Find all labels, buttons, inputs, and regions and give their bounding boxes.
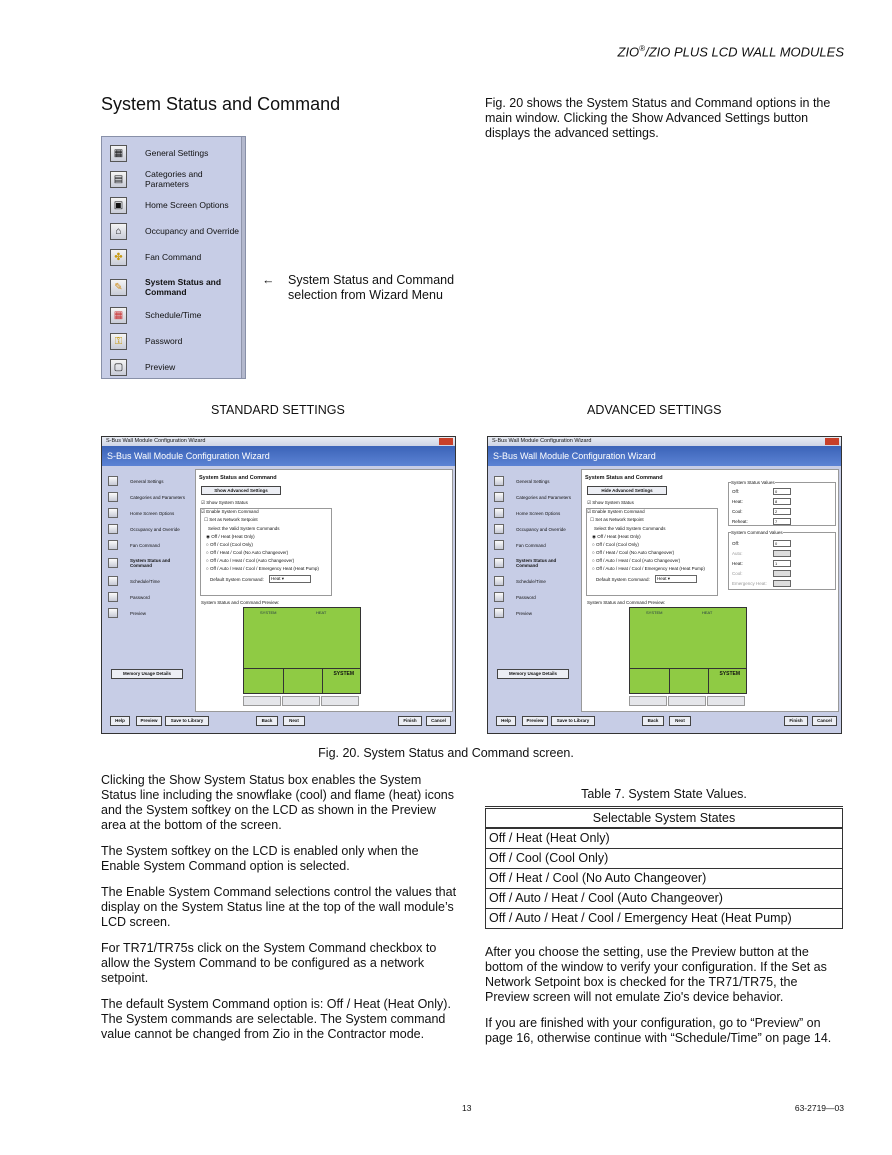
section-title: System Status and Command [101,94,341,114]
save-library-button[interactable]: Save to Library [165,716,209,726]
body-text-left [101,773,459,1053]
button-bar [106,716,453,730]
settings-panel [581,469,839,712]
preview-label: System Status and Command Preview: [587,600,666,605]
window-header: S-Bus Wall Module Configuration Wizard [102,446,455,466]
settings-icon [108,476,118,486]
table-row: Off / Cool (Cool Only) [486,848,843,868]
house-icon [108,524,118,534]
sidebar-item[interactable]: System Status and Command [106,555,193,571]
categories-icon [108,492,118,502]
sidebar-item[interactable]: Fan Command [106,537,193,553]
table-row: Off / Heat (Heat Only) [486,828,843,848]
next-button[interactable]: Next [283,716,305,726]
option-radio[interactable]: ○ Off / Auto / Heat / Cool / Emergency Heat (Heat Pump) [206,566,319,571]
sidebar-item[interactable]: Home Screen Options [492,505,579,521]
cancel-button[interactable]: Cancel [426,716,451,726]
status-heat-field[interactable]: 8 [773,498,791,505]
fan-icon [494,540,504,550]
table-header: Selectable System States [486,808,843,829]
button-bar [492,716,839,730]
menu-item-system-status[interactable]: ✎ System Status and Command [102,274,245,300]
page-number: 13 [462,1103,472,1113]
show-status-checkbox[interactable]: ☑ Show System Status [587,500,634,505]
enable-command-checkbox[interactable]: ☑ Enable System Command [201,509,259,514]
table-row: Off / Auto / Heat / Cool (Auto Changeover) [486,888,843,908]
panel-title: System Status and Command [585,475,663,481]
default-command-label: Default System Command: [596,577,650,582]
fan-icon: ✤ [110,249,127,266]
select-valid-label: Select the Valid System Commands [208,526,280,531]
table-row: Off / Auto / Heat / Cool / Emergency Heat (Heat Pump) [486,908,843,928]
key-icon: ⚿ [110,333,127,350]
option-radio[interactable]: ◉ Off / Heat (Heat Only) [592,534,641,539]
fan-icon [108,540,118,550]
save-library-button[interactable]: Save to Library [551,716,595,726]
settings-icon [494,476,504,486]
paragraph: The System softkey on the LCD is enabled only when the Enable System Command option is selected. [101,844,419,873]
preview-button[interactable]: Preview [136,716,162,726]
menu-item-home-screen[interactable]: ▣ Home Screen Options [102,192,245,218]
preview-label: System Status and Command Preview: [201,600,280,605]
sidebar-item[interactable]: Preview [106,605,193,621]
close-icon[interactable] [439,438,453,445]
status-off-field[interactable]: 0 [773,488,791,495]
sidebar-item[interactable]: Occupancy and Override [492,521,579,537]
advanced-settings-title: ADVANCED SETTINGS [587,403,722,417]
menu-scrollbar[interactable] [241,137,245,378]
left-arrow-icon: ← [262,273,275,287]
command-values-group: System Command Values Off: 0 Auto: Heat: 1 Cool: Emergency Heat: [728,532,836,590]
lcd-preview: SYSTEM HEAT SYSTEM [629,607,747,694]
document-number: 63-2719—03 [794,1103,844,1113]
default-command-select[interactable]: Heat ▾ [269,575,311,583]
lcd-preview: SYSTEM HEAT SYSTEM [243,607,361,694]
settings-panel [195,469,453,712]
house-icon [494,524,504,534]
menu-item-fan-command[interactable]: ✤ Fan Command [102,244,245,270]
sidebar-item[interactable]: Fan Command [492,537,579,553]
system-status-icon: ✎ [110,279,127,296]
option-radio[interactable]: ○ Off / Cool (Cool Only) [592,542,639,547]
memory-usage-button[interactable]: Memory Usage Details [497,669,569,679]
table-caption: Table 7. System State Values. [581,787,747,801]
wizard-menu [101,136,246,379]
next-button[interactable]: Next [669,716,691,726]
sidebar-item[interactable]: Password [492,589,579,605]
back-button[interactable]: Back [642,716,664,726]
window-titlebar: S-Bus Wall Module Configuration Wizard [102,437,455,446]
hide-advanced-button[interactable]: Hide Advanced Settings [587,486,667,495]
sidebar-item[interactable]: General Settings [106,473,193,489]
menu-item-general-settings[interactable]: ▦ General Settings [102,140,245,166]
categories-icon: ▤ [110,171,127,188]
preview-button[interactable]: Preview [522,716,548,726]
home-screen-icon [108,508,118,518]
finish-button[interactable]: Finish [398,716,422,726]
option-radio[interactable]: ○ Off / Cool (Cool Only) [206,542,253,547]
home-screen-icon: ▣ [110,197,127,214]
sidebar-item[interactable]: Home Screen Options [106,505,193,521]
menu-item-password[interactable]: ⚿ Password [102,328,245,354]
help-button[interactable]: Help [110,716,130,726]
select-valid-label: Select the Valid System Commands [594,526,666,531]
option-radio[interactable]: ◉ Off / Heat (Heat Only) [206,534,255,539]
home-screen-icon [494,508,504,518]
command-cool-field[interactable] [773,570,791,577]
settings-icon: ▦ [110,145,127,162]
default-command-label: Default System Command: [210,577,264,582]
default-command-select[interactable]: Heat ▾ [655,575,697,583]
sidebar-item[interactable]: Schedule/Time [492,573,579,589]
categories-icon [494,492,504,502]
intro-paragraph: Fig. 20 shows the System Status and Command options in the main window. Clicking the Show Advanced Settings button displays the advanced settings. [485,96,831,140]
close-icon[interactable] [825,438,839,445]
enable-command-checkbox[interactable]: ☑ Enable System Command [587,509,645,514]
option-radio[interactable]: ○ Off / Heat / Cool (No Auto Changeover) [592,550,675,555]
command-off-field[interactable]: 0 [773,540,791,547]
calendar-icon [108,576,118,586]
back-button[interactable]: Back [256,716,278,726]
system-status-icon [494,558,504,568]
paragraph: The default System Command option is: Off / Heat (Heat Only). The System commands are selectable. The System command value cannot be changed from Zio in the Contractor mode. [101,997,451,1041]
command-emergency-field[interactable] [773,580,791,587]
key-icon [108,592,118,602]
sidebar-item[interactable]: Password [106,589,193,605]
status-cool-field[interactable]: 2 [773,508,791,515]
command-auto-field[interactable] [773,550,791,557]
body-text-right [485,945,845,1057]
preview-icon: ▢ [110,359,127,376]
running-header: ZIO®/ZIO PLUS LCD WALL MODULES [617,44,844,60]
paragraph: The Enable System Command selections control the values that display on the System Status line at the top of the wall module’s LCD screen. [101,885,457,929]
calendar-icon [494,576,504,586]
sidebar-item[interactable]: Schedule/Time [106,573,193,589]
sidebar-item[interactable]: Categories and Parameters [106,489,193,505]
paragraph: For TR71/TR75s click on the System Command checkbox to allow the System Command to be configured as a network setpoint. [101,941,437,985]
preview-icon [494,608,504,618]
standard-settings-window [101,436,456,734]
paragraph: After you choose the setting, use the Preview button at the bottom of the window to verify your configuration. If the Set as Network Setpoint box is checked for the TR71/TR75, the Preview screen will not emulate Zio's device behavior. [485,945,827,1004]
system-status-icon [108,558,118,568]
advanced-settings-window [487,436,842,734]
menu-item-preview[interactable]: ▢ Preview [102,354,245,380]
standard-settings-title: STANDARD SETTINGS [211,403,345,417]
status-reheat-field[interactable]: 7 [773,518,791,525]
paragraph: If you are finished with your configuration, go to “Preview” on page 16, otherwise continue with “Schedule/Time” on page 14. [485,1016,832,1045]
option-radio[interactable]: ○ Off / Heat / Cool (No Auto Changeover) [206,550,289,555]
sidebar-item[interactable]: System Status and Command [492,555,579,571]
panel-title: System Status and Command [199,475,277,481]
table-row: Off / Heat / Cool (No Auto Changeover) [486,868,843,888]
show-advanced-button[interactable]: Show Advanced Settings [201,486,281,495]
key-icon [494,592,504,602]
show-status-checkbox[interactable]: ☑ Show System Status [201,500,248,505]
option-radio[interactable]: ○ Off / Auto / Heat / Cool (Auto Changeover) [592,558,681,563]
option-radio[interactable]: ○ Off / Auto / Heat / Cool (Auto Changeover) [206,558,295,563]
preview-icon [108,608,118,618]
menu-item-occupancy[interactable]: ⌂ Occupancy and Override [102,218,245,244]
paragraph: Clicking the Show System Status box enables the System Status line including the snowflake (cool) and flame (heat) icons and the System softkey on the LCD as shown in the Preview area at the bottom of the screen. [101,773,454,832]
sidebar-item[interactable]: Preview [492,605,579,621]
network-setpoint-checkbox[interactable]: ☐ Set as Network Setpoint [204,517,258,522]
menu-item-categories[interactable]: ▤ Categories and Parameters [102,166,245,192]
memory-usage-button[interactable]: Memory Usage Details [111,669,183,679]
finish-button[interactable]: Finish [784,716,808,726]
status-values-group: System Status Values Off: 0 Heat: 8 Cool: 2 Reheat: 7 [728,482,836,526]
sidebar-item[interactable]: General Settings [492,473,579,489]
system-states-table [485,806,843,929]
help-button[interactable]: Help [496,716,516,726]
cancel-button[interactable]: Cancel [812,716,837,726]
house-icon: ⌂ [110,223,127,240]
lcd-softkeys [243,696,361,706]
sidebar-item[interactable]: Categories and Parameters [492,489,579,505]
sidebar-item[interactable]: Occupancy and Override [106,521,193,537]
window-titlebar: S-Bus Wall Module Configuration Wizard [488,437,841,446]
calendar-icon: ▦ [110,307,127,324]
option-radio[interactable]: ○ Off / Auto / Heat / Cool / Emergency Heat (Heat Pump) [592,566,705,571]
menu-item-schedule[interactable]: ▦ Schedule/Time [102,302,245,328]
network-setpoint-checkbox[interactable]: ☐ Set as Network Setpoint [590,517,644,522]
window-header: S-Bus Wall Module Configuration Wizard [488,446,841,466]
figure-caption: Fig. 20. System Status and Command screen. [318,746,574,760]
command-heat-field[interactable]: 1 [773,560,791,567]
lcd-softkeys [629,696,747,706]
